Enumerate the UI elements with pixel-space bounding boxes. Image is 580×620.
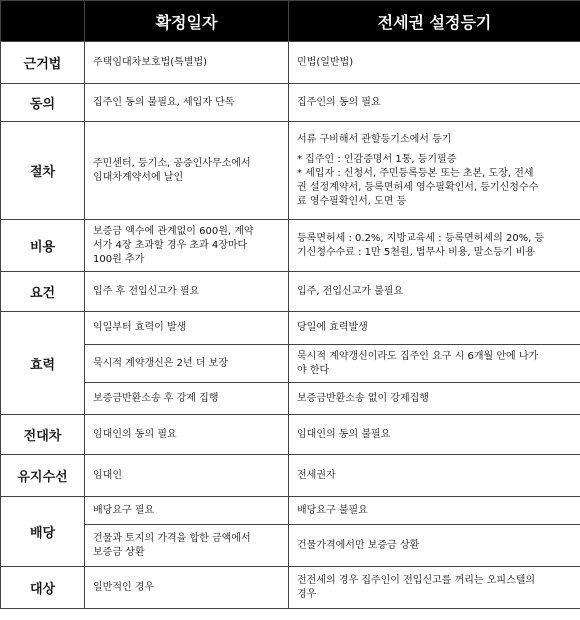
cell-text: 임대인의 동의 불필요: [297, 428, 391, 440]
cell-text: 전세권자: [297, 469, 336, 481]
cell-text: 보증금 상환: [93, 546, 145, 558]
category-label: 배당: [1, 497, 85, 567]
cell-text: 서류 구비해서 관할등기소에서 등기: [297, 133, 452, 145]
cell-text: 경우: [297, 588, 317, 600]
category-label: 전대차: [1, 415, 85, 455]
cell-text: 묵시적 계약갱신이라도 집주인 요구 시 6개월 안에 나가: [297, 350, 539, 362]
cell-text: 건물과 토지의 가격을 합한 금액에서: [93, 532, 251, 544]
category-label: 비용: [1, 220, 85, 272]
category-label: 효력: [1, 312, 85, 415]
jeonse-cell: [289, 42, 580, 84]
cell-text: 묵시적 계약갱신은 2년 더 보장: [93, 357, 228, 369]
fixed-date-cell: [85, 312, 289, 345]
row-requirement: [1, 272, 580, 312]
cell-text: 100원 추가: [93, 253, 145, 265]
category-label: 근거법: [1, 42, 85, 84]
cell-text: 보증금 액수에 관계없이 600원, 계약: [93, 225, 254, 237]
category-label: 대상: [1, 567, 85, 609]
cell-text: 민법(일반법): [297, 56, 354, 68]
cell-text: 건물가격에서만 보증금 상환: [297, 539, 420, 551]
row-maintenance: [1, 455, 580, 497]
cell-text: 배당요구 불필요: [297, 504, 368, 516]
cell-text: 료 영수필확인서, 도면 등: [297, 195, 407, 207]
jeonse-cell: [289, 220, 580, 272]
cell-text: 당일에 효력발생: [297, 322, 368, 333]
cell-text: 서가 4장 초과할 경우 초과 4장마다: [93, 239, 248, 251]
cell-text: 주민센터, 등기소, 공증인사무소에서: [93, 157, 251, 169]
category-label: 절차: [1, 122, 85, 220]
row-effect: [1, 312, 580, 345]
cell-text: 일반적인 경우: [93, 581, 155, 593]
jeonse-cell: [289, 455, 580, 497]
jeonse-cell: [289, 312, 580, 345]
cell-text: 임대인: [93, 469, 122, 481]
jeonse-cell: [289, 122, 580, 220]
row-consent: [1, 84, 580, 122]
fixed-date-cell: [85, 415, 289, 455]
jeonse-cell: [289, 272, 580, 312]
cell-text: 집주인의 동의 필요: [297, 96, 381, 108]
cell-text: 기신청수수료 : 1만 5천원, 법무사 비용, 말소등기 비용: [297, 246, 535, 258]
header-fixed-date: 확정일자: [85, 1, 289, 42]
cell-text: 임대인의 동의 필요: [93, 428, 177, 440]
row-effect-enforcement: [1, 383, 580, 415]
header-corner-cell: [1, 1, 85, 42]
cell-text: 배당요구 필요: [93, 504, 155, 516]
jeonse-cell: [289, 383, 580, 415]
row-dividend: [1, 497, 580, 525]
jeonse-cell: [289, 84, 580, 122]
row-procedure: [1, 122, 580, 220]
cell-text: 집주인 동의 불필요, 세입자 단독: [93, 96, 235, 108]
cell-text: 전전세의 경우 집주인이 전입신고를 꺼리는 오피스텔의: [297, 574, 536, 586]
row-target: [1, 567, 580, 609]
row-effect-renewal: [1, 345, 580, 383]
fixed-date-cell: [85, 345, 289, 383]
category-label: 동의: [1, 84, 85, 122]
jeonse-cell: [289, 415, 580, 455]
cell-text: 임대차계약서에 날인: [93, 171, 184, 183]
cell-text: 보증금반환소송 후 강제 집행: [93, 392, 219, 404]
row-dividend-repayment: [1, 525, 580, 567]
cell-text: 주택임대차보호법(특별법): [93, 56, 208, 68]
cell-text: * 집주인 : 인감증명서 1통, 등기필증: [297, 153, 457, 165]
fixed-date-cell: [85, 567, 289, 609]
row-legal-basis: [1, 42, 580, 84]
jeonse-cell: [289, 345, 580, 383]
jeonse-cell: [289, 497, 580, 525]
fixed-date-cell: [85, 220, 289, 272]
jeonse-cell: [289, 567, 580, 609]
header-row: [1, 1, 580, 42]
fixed-date-cell: [85, 455, 289, 497]
category-label: 요건: [1, 272, 85, 312]
header-jeonse-registration: 전세권 설정등기: [289, 1, 580, 42]
fixed-date-cell: [85, 383, 289, 415]
cell-text: 입주 후 전입신고가 필요: [93, 285, 200, 297]
fixed-date-cell: [85, 525, 289, 567]
fixed-date-cell: [85, 84, 289, 122]
cell-text: 야 한다: [297, 364, 330, 376]
fixed-date-cell: [85, 497, 289, 525]
row-cost: [1, 220, 580, 272]
fixed-date-cell: [85, 272, 289, 312]
fixed-date-cell: [85, 122, 289, 220]
cell-text: * 세입자 : 신청서, 주민등록등본 또는 초본, 도장, 전세: [297, 167, 534, 179]
row-sublease: [1, 415, 580, 455]
cell-text: 권 설정계약서, 등록면허세 영수필확인서, 등기신청수수: [297, 181, 539, 193]
cell-text: 입주, 전입신고가 불필요: [297, 285, 404, 297]
category-label: 유지수선: [1, 455, 85, 497]
cell-text: 등록면허세 : 0.2%, 지방교육세 : 등록면허세의 20%, 등: [297, 232, 545, 244]
cell-text: 익일부터 효력이 발생: [93, 322, 187, 333]
jeonse-cell: [289, 525, 580, 567]
fixed-date-cell: [85, 42, 289, 84]
cell-text: 보증금반환소송 없이 강제집행: [297, 392, 429, 404]
